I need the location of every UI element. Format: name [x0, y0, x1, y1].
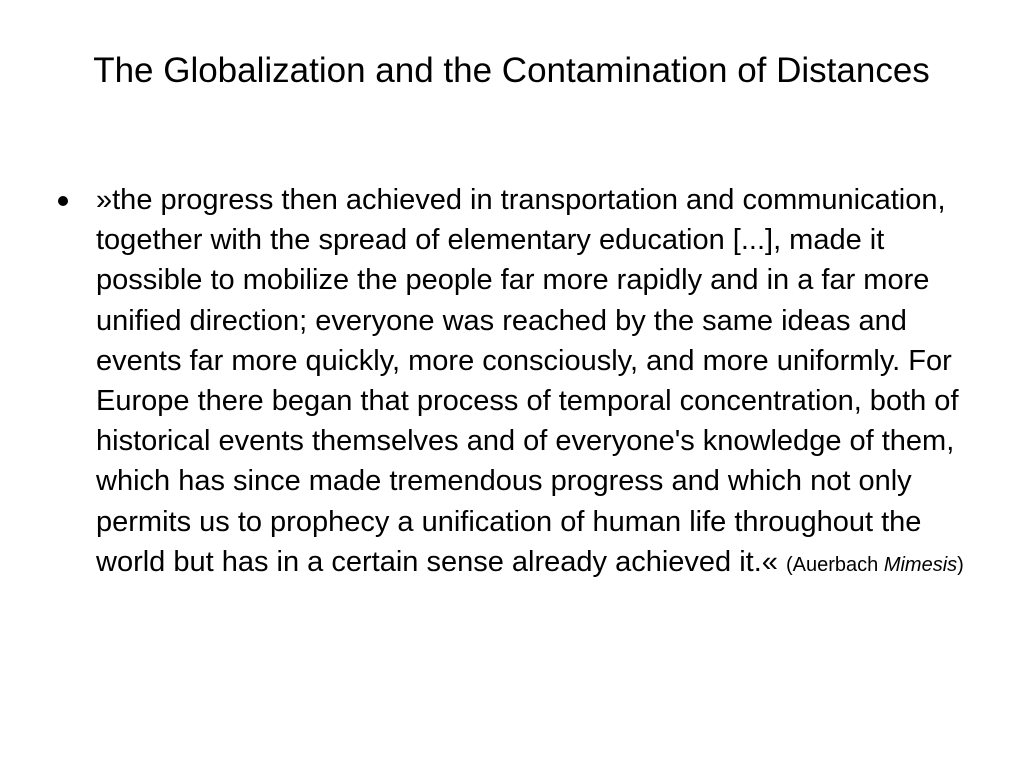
citation-work: Mimesis [883, 553, 958, 576]
bullet-item [58, 180, 978, 585]
quote-text: »the progress then achieved in transportation and communication, together with the spread of elementary education [...], made it possible to mobilize the people far more rapidly and in a far more unified direction; everyone was reached by the same ideas and events far more quickly, more consciously, and more uniformly. For Europe there began that process of temporal concentration, both of historical events themselves and of everyone's knowledge of them, which has since made tremendous progress and which not only permits us to prophecy a unification of human life throughout the world but has in a certain sense already achieved it.« [96, 184, 959, 578]
bullet-icon [58, 196, 68, 206]
slide-content [58, 180, 978, 585]
citation [786, 554, 964, 576]
citation-close: ) [957, 553, 964, 576]
slide-title: The Globalization and the Contamination of Distances [93, 51, 930, 90]
citation-author: (Auerbach [785, 553, 884, 576]
